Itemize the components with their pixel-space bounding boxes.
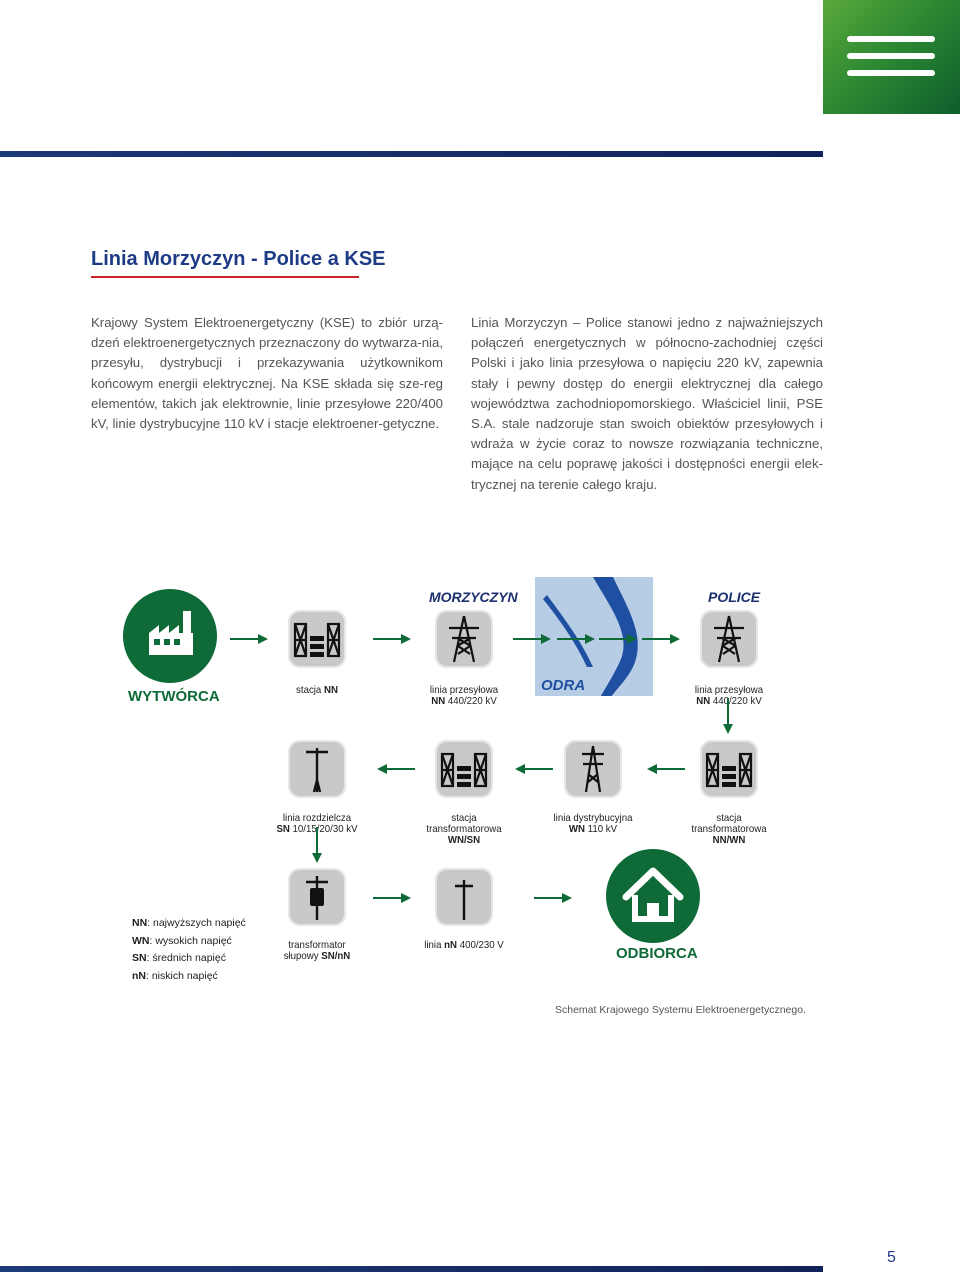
- arrow-right-icon: [373, 633, 413, 645]
- bottom-rule: [0, 1266, 823, 1272]
- river-label: ODRA: [541, 677, 586, 694]
- substation-icon: [435, 740, 493, 798]
- page-number: 5: [887, 1249, 896, 1266]
- transmission-tower-icon: [700, 610, 758, 668]
- title-underline: [91, 276, 359, 278]
- pole-transformer-icon: [288, 868, 346, 926]
- arrow-right-icon: [534, 892, 574, 904]
- label-transformator: transformator słupowy SN/nN: [283, 939, 351, 962]
- arrow-left-icon: [645, 763, 685, 775]
- paragraph-right: Linia Morzyczyn – Police stanowi jedno z najważniejszych połączeń energetycznych w północno-zachodniej części Polski i jako linia przesyłowa o napięciu 220 kV, zapewnia stały i pewny dostęp do energii elektrycznej dla całego województwa zachodniopomorskiego. Właściciel linii, PSE S.A. stale nadzoruje stan swoich obiektów przesyłowych i wdraża w życie coraz to nowsze rozwiązania techniczne, mające na celu poprawę jakości i dostępności energii elek-trycznej na terenie całego kraju.: [471, 315, 823, 492]
- house-icon: [606, 849, 700, 943]
- arrow-left-icon: [513, 763, 553, 775]
- figure-caption: Schemat Krajowego Systemu Elektroenergetycznego.: [555, 1004, 806, 1016]
- substation-icon: [288, 610, 346, 668]
- substation-icon: [700, 740, 758, 798]
- top-rule: [0, 151, 823, 157]
- arrow-right-icon: [599, 633, 639, 645]
- legend-item: WN: wysokich napięć: [132, 934, 232, 947]
- city-police: POLICE: [708, 589, 761, 605]
- arrow-right-icon: [513, 633, 553, 645]
- arrow-left-icon: [375, 763, 415, 775]
- legend-item: NN: najwyższych napięć: [132, 917, 246, 929]
- page-title: Linia Morzyczyn - Police a KSE: [91, 248, 386, 270]
- transmission-tower-icon: [435, 610, 493, 668]
- paragraph-left: Krajowy System Elektroenergetyczny (KSE) to zbiór urzą-dzeń elektroenergetycznych przeznaczony do wytwarza-nia, przesyłu, dystrybucji i przekazywania użytkownikom końcowym energii elektrycznej. Na KSE składa się sze-reg elementów, takich jak elektrownie, linie przesyłowe 220/400 kV, linie dystrybucyjne 110 kV i stacje elektroener-getyczne.: [91, 315, 443, 432]
- label-stacja-nn: stacja NN: [296, 684, 338, 696]
- distribution-tower-icon: [564, 740, 622, 798]
- arrow-right-icon: [642, 633, 682, 645]
- arrow-down-icon: [311, 827, 323, 865]
- menu-corner-block: [823, 0, 960, 114]
- factory-icon: [123, 589, 217, 683]
- pole-icon: [288, 740, 346, 798]
- voltage-legend: [132, 915, 246, 985]
- label-linia-rozdzielcza: linia rozdzielcza SN 10/15/20/30 kV: [276, 812, 358, 835]
- low-voltage-pole-icon: [435, 868, 493, 926]
- city-morzyczyn: MORZYCZYN: [429, 589, 518, 605]
- menu-line: [847, 53, 935, 59]
- label-stacja-nn-wn: stacja transformatorowa NN/WN: [691, 812, 767, 846]
- label-linia-nn: linia nN 400/230 V: [424, 939, 504, 951]
- arrow-right-icon: [373, 892, 413, 904]
- consumer-label: ODBIORCA: [616, 945, 698, 962]
- arrow-down-icon: [722, 698, 734, 736]
- kse-diagram: [110, 570, 830, 995]
- label-linia-przesylowa-2: linia przesyłowa NN 440/220 kV: [694, 684, 764, 707]
- arrow-right-icon: [557, 633, 597, 645]
- arrow-right-icon: [230, 633, 270, 645]
- label-stacja-wn-sn: stacja transformatorowa WN/SN: [426, 812, 502, 846]
- menu-line: [847, 70, 935, 76]
- label-linia-dystrybucyjna: linia dystrybucyjna WN 110 kV: [553, 812, 633, 835]
- legend-item: nN: niskich napięć: [132, 969, 218, 982]
- menu-line: [847, 36, 935, 42]
- producer-label: WYTWÓRCA: [128, 688, 220, 705]
- label-linia-przesylowa-1: linia przesyłowa NN 440/220 kV: [429, 684, 499, 707]
- legend-item: SN: średnich napięć: [132, 952, 226, 964]
